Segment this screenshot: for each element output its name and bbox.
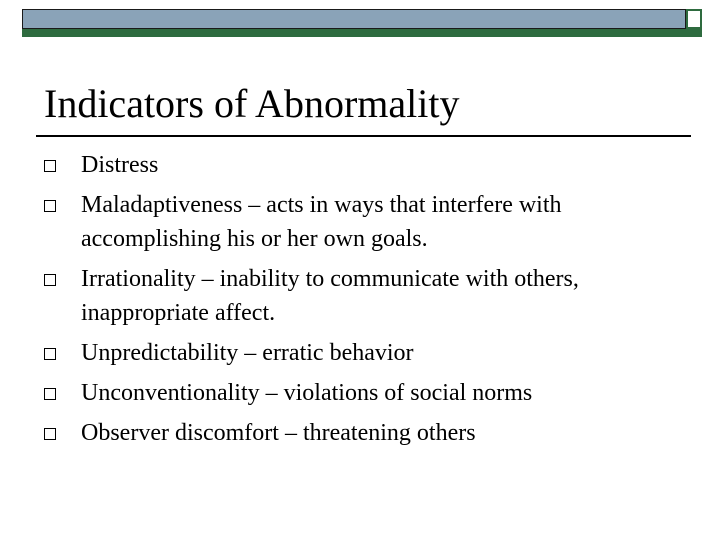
hollow-square-icon xyxy=(44,200,56,212)
bullet-text: Distress xyxy=(81,152,159,178)
slide-title: Indicators of Abnormality xyxy=(44,81,460,126)
bullet-text: Irrationality – inability to communicate with others, inappropriate affect. xyxy=(81,266,579,326)
bullet-item-unconventionality xyxy=(44,376,694,410)
hollow-square-icon xyxy=(44,274,56,286)
header-bar-frame xyxy=(22,9,686,29)
bullet-item-distress xyxy=(44,148,694,182)
hollow-square-icon xyxy=(44,428,56,440)
bullet-text: Unconventionality – violations of social norms xyxy=(81,380,533,406)
bullet-text: Maladaptiveness – acts in ways that interfere with accomplishing his or her own goals. xyxy=(81,192,562,252)
header-bar-stripe xyxy=(22,29,702,37)
bullet-text: Observer discomfort – threatening others xyxy=(81,420,476,446)
hollow-square-icon xyxy=(44,388,56,400)
bullet-text: Unpredictability – erratic behavior xyxy=(81,340,414,366)
title-divider xyxy=(36,135,691,137)
hollow-square-icon xyxy=(44,160,56,172)
bullet-list xyxy=(44,148,694,456)
hollow-square-icon xyxy=(44,348,56,360)
bullet-item-observer-discomfort xyxy=(44,416,694,450)
bullet-item-maladaptiveness xyxy=(44,188,694,256)
bullet-item-irrationality xyxy=(44,262,694,330)
header-bar-end-box xyxy=(686,9,702,29)
bullet-item-unpredictability xyxy=(44,336,694,370)
header-decoration-bar xyxy=(22,9,702,29)
